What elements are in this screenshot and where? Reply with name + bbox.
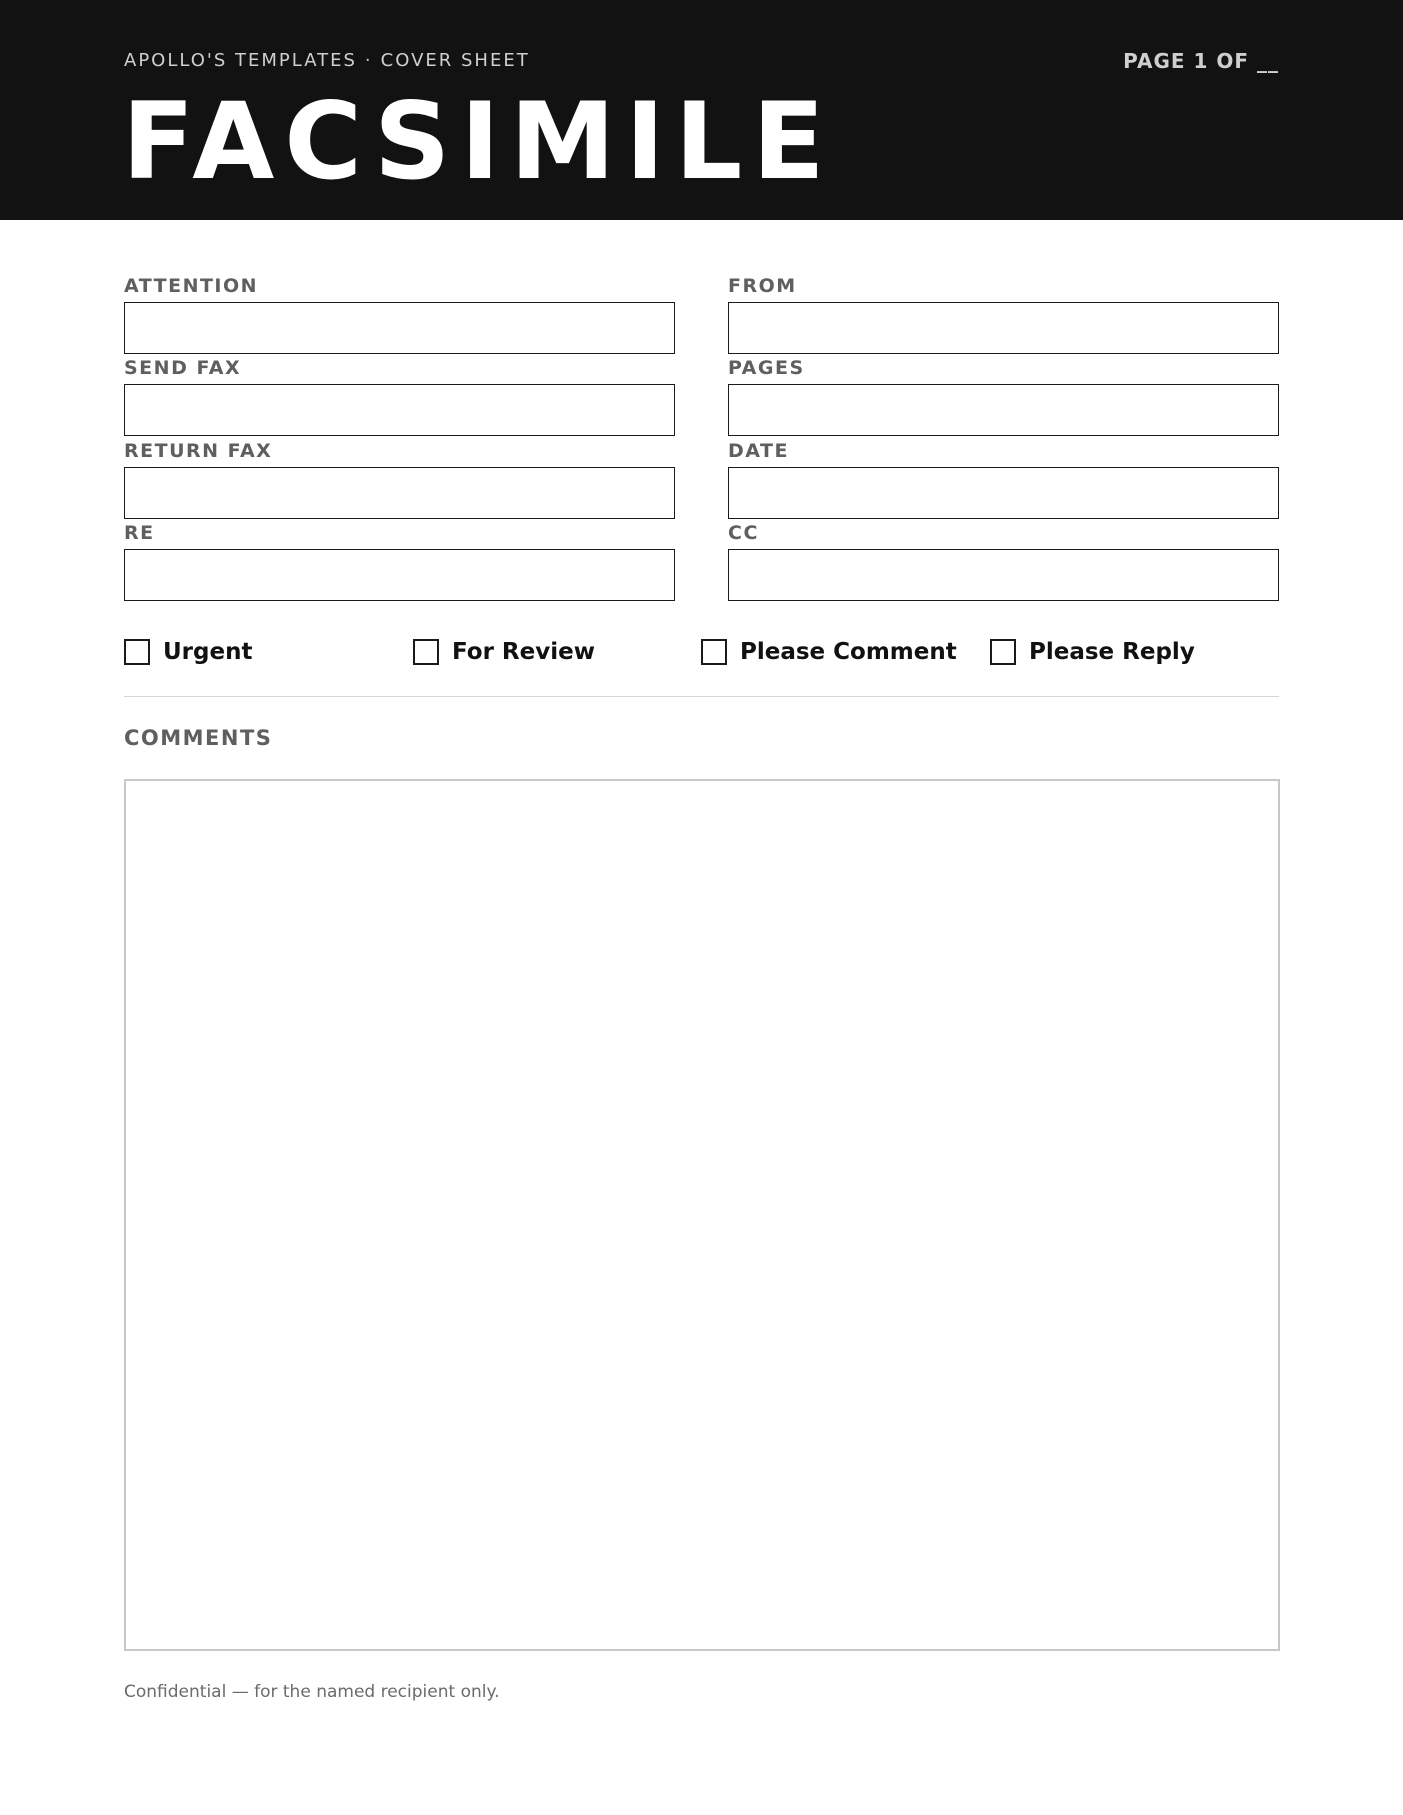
return-fax-field[interactable] (124, 467, 675, 519)
field-label: SEND FAX (124, 357, 242, 379)
field-from (728, 274, 1279, 354)
brand-name: APOLLO'S TEMPLATES (124, 50, 357, 71)
field-label: RETURN FAX (124, 440, 273, 462)
field-return-fax (124, 439, 675, 519)
brand-separator: · (364, 50, 373, 71)
re-field[interactable] (124, 549, 675, 601)
send-fax-field[interactable] (124, 384, 675, 436)
checkbox-label: Please Reply (1029, 639, 1195, 665)
checkbox-label: For Review (452, 639, 595, 665)
page-title: FACSIMILE (122, 80, 835, 203)
checkbox-for-review[interactable] (413, 636, 595, 668)
from-field[interactable] (728, 302, 1279, 354)
section-divider (124, 696, 1279, 697)
checkbox-square-icon[interactable] (990, 639, 1016, 665)
checkbox-please-comment[interactable] (701, 636, 957, 668)
field-label: DATE (728, 440, 789, 462)
field-send-fax (124, 356, 675, 436)
checkbox-label: Urgent (163, 639, 253, 665)
document-type: COVER SHEET (380, 50, 530, 71)
field-re (124, 521, 675, 601)
field-label: FROM (728, 275, 797, 297)
field-date (728, 439, 1279, 519)
status-checkboxes (124, 636, 1279, 668)
brand-line (124, 50, 530, 71)
page-count: PAGE 1 OF __ (1123, 49, 1279, 73)
comments-label: COMMENTS (124, 726, 273, 750)
checkbox-square-icon[interactable] (124, 639, 150, 665)
checkbox-urgent[interactable] (124, 636, 252, 668)
date-field[interactable] (728, 467, 1279, 519)
field-label: PAGES (728, 357, 805, 379)
comments-textarea[interactable] (124, 779, 1280, 1651)
checkbox-please-reply[interactable] (990, 636, 1195, 668)
cc-field[interactable] (728, 549, 1279, 601)
field-cc (728, 521, 1279, 601)
field-pages (728, 356, 1279, 436)
field-label: RE (124, 522, 155, 544)
checkbox-square-icon[interactable] (701, 639, 727, 665)
header-bar (0, 0, 1403, 220)
field-label: ATTENTION (124, 275, 259, 297)
field-attention (124, 274, 675, 354)
confidentiality-note: Confidential — for the named recipient only. (124, 1682, 500, 1702)
checkbox-label: Please Comment (740, 639, 957, 665)
field-label: CC (728, 522, 759, 544)
checkbox-square-icon[interactable] (413, 639, 439, 665)
attention-field[interactable] (124, 302, 675, 354)
pages-field[interactable] (728, 384, 1279, 436)
